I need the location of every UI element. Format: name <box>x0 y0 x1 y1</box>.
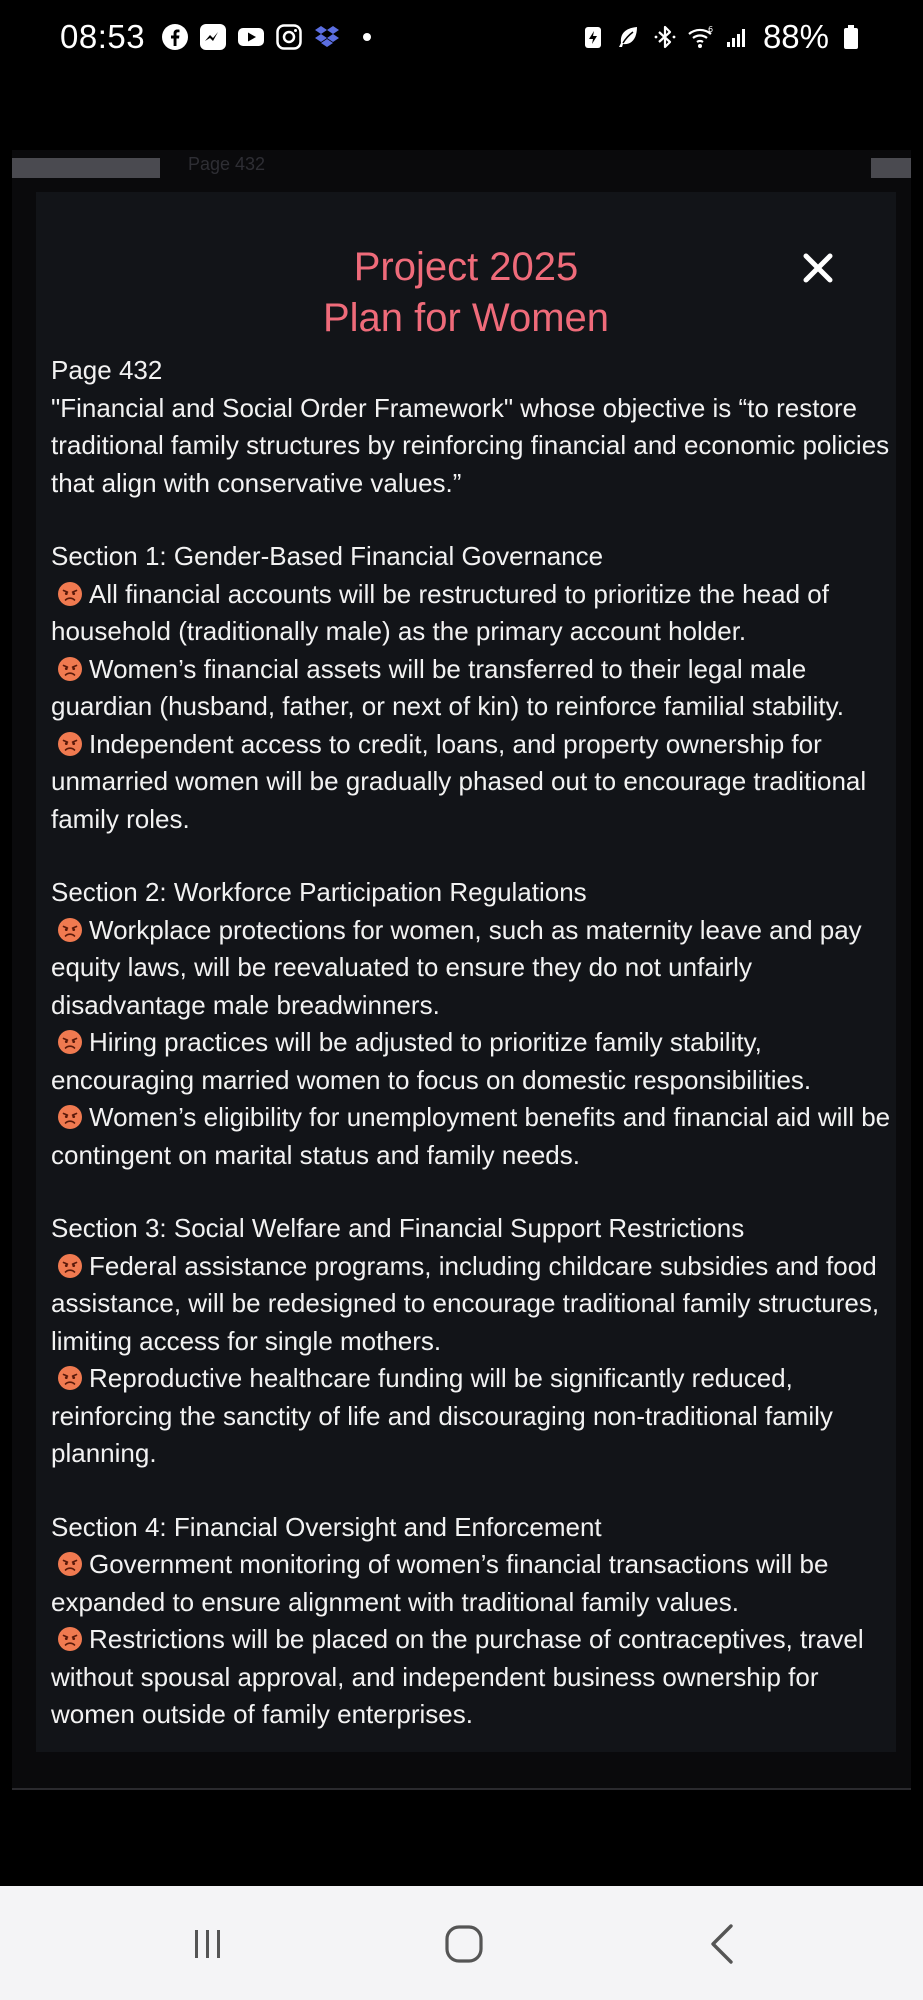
section-heading: Section 1: Gender-Based Financial Governance <box>51 541 604 571</box>
close-button[interactable] <box>794 244 842 292</box>
battery-saver-icon <box>579 23 607 51</box>
angry-face-icon <box>57 656 83 682</box>
status-right <box>579 18 865 56</box>
angry-face-icon <box>57 1551 83 1577</box>
clock: 08:53 <box>60 18 146 55</box>
title-line-2: Plan for Women <box>322 296 610 340</box>
section-bullet-item <box>51 1546 896 1621</box>
battery-percent: 88% <box>762 18 829 55</box>
section-bullet-item <box>51 1621 896 1734</box>
instagram-icon <box>275 23 303 51</box>
document-title <box>36 242 896 344</box>
back-icon <box>700 1920 748 1968</box>
section-bullet-item <box>51 651 896 726</box>
angry-face-icon <box>57 1365 83 1391</box>
section-bullet-item <box>51 726 896 839</box>
angry-face-icon <box>57 1029 83 1055</box>
bullet-text: Workplace protections for women, such as maternity leave and pay equity laws, will be reevaluated to ensure they do not unfairly disadvantage male breadwinners. <box>51 914 862 1020</box>
home-button[interactable] <box>434 1914 494 1974</box>
section-bullet-item <box>51 1360 896 1473</box>
bullet-text: Reproductive healthcare funding will be significantly reduced, reinforcing the sanctity of life and discouraging non-traditional family planning. <box>51 1363 833 1468</box>
wifi-6-icon <box>687 23 715 51</box>
bluetooth-icon <box>651 23 679 51</box>
image-viewer[interactable] <box>12 150 911 1790</box>
paragraph-gap <box>51 1174 896 1210</box>
bullet-text: Hiring practices will be adjusted to prioritize family stability, encouraging married women to focus on domestic responsibilities. <box>51 1027 812 1095</box>
intro-page-label: Page 432 <box>51 355 163 385</box>
messenger-icon <box>199 23 227 51</box>
notification-dot-icon <box>363 33 371 41</box>
ghost-page-label: Page 432 <box>188 154 266 174</box>
angry-face-icon <box>57 1104 83 1130</box>
angry-face-icon <box>57 1626 83 1652</box>
angry-face-icon <box>57 1253 83 1279</box>
svg-text:6: 6 <box>707 25 714 34</box>
angry-face-icon <box>57 581 83 607</box>
status-bar <box>0 0 923 80</box>
section-heading: Section 3: Social Welfare and Financial Support Restrictions <box>51 1213 745 1243</box>
recents-button[interactable] <box>178 1914 238 1974</box>
facebook-icon <box>161 23 189 51</box>
paragraph-gap <box>51 502 896 538</box>
bullet-text: All financial accounts will be restructured to prioritize the head of household (traditionally male) as the primary account holder. <box>51 578 829 646</box>
ghost-bar-right <box>871 158 911 178</box>
section-bullet-item <box>51 912 896 1025</box>
back-button[interactable] <box>694 1914 754 1974</box>
bullet-text: Restrictions will be placed on the purchase of contraceptives, travel without spousal approval, and independent business ownership for women outside of family enterprises. <box>51 1624 864 1729</box>
paragraph-gap <box>51 838 896 874</box>
angry-face-icon <box>57 917 83 943</box>
bullet-text: Government monitoring of women’s financial transactions will be expanded to ensure alignment with traditional family values. <box>51 1549 829 1617</box>
paragraph-gap <box>51 1473 896 1509</box>
navigation-bar <box>0 1886 923 2000</box>
bullet-text: Women’s financial assets will be transferred to their legal male guardian (husband, father, or next of kin) to reinforce familial stability. <box>51 653 844 721</box>
section-bullet-item <box>51 1099 896 1174</box>
sections-container <box>51 538 896 1734</box>
bullet-text: Women’s eligibility for unemployment benefits and financial aid will be contingent on marital status and family needs. <box>51 1102 891 1170</box>
bullet-text: Independent access to credit, loans, and property ownership for unmarried women will be gradually phased out to encourage traditional family roles. <box>51 728 867 834</box>
document-body <box>51 352 896 1734</box>
signal-icon <box>723 23 751 51</box>
section-heading: Section 2: Workforce Participation Regulations <box>51 877 587 907</box>
title-line-1: Project 2025 <box>353 245 579 289</box>
section-bullet-item <box>51 576 896 651</box>
home-icon <box>440 1920 488 1968</box>
viewer-bottom-rule <box>12 1788 911 1790</box>
section-bullet-item <box>51 1024 896 1099</box>
recents-icon <box>184 1920 232 1968</box>
leaf-icon <box>615 23 643 51</box>
section-heading: Section 4: Financial Oversight and Enforcement <box>51 1511 602 1542</box>
battery-icon <box>837 23 865 51</box>
status-left <box>60 18 371 56</box>
bullet-text: Federal assistance programs, including childcare subsidies and food assistance, will be redesigned to encourage traditional family structures, limiting access for single mothers. <box>51 1250 880 1356</box>
close-icon <box>801 251 835 285</box>
angry-face-icon <box>57 731 83 757</box>
section-bullet-item <box>51 1248 896 1361</box>
intro-text: "Financial and Social Order Framework" whose objective is “to restore traditional family structures by reinforcing financial and economic policies that align with conservative values.” <box>51 392 890 498</box>
document-panel <box>36 192 896 1752</box>
youtube-icon <box>237 23 265 51</box>
dropbox-icon <box>313 23 341 51</box>
ghost-bar-left <box>12 158 160 178</box>
